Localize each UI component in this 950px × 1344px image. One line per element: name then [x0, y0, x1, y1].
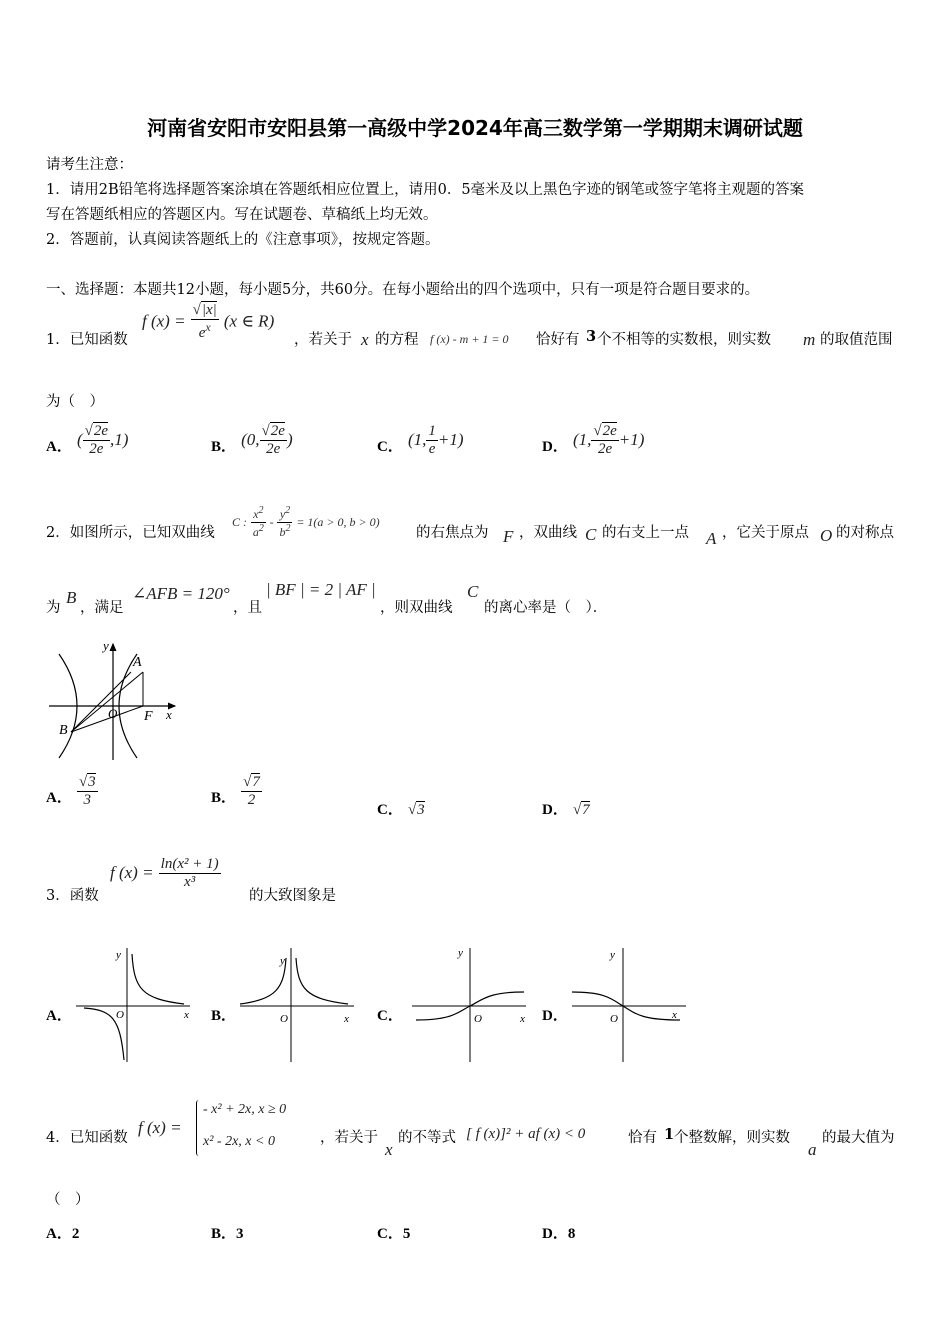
svg-text:x: x: [184, 1009, 189, 1021]
q2-text-9: ，且: [233, 600, 262, 616]
q2-var-f: F: [503, 527, 514, 546]
svg-text:x: x: [672, 1009, 677, 1021]
q1-f-numerator: |x|: [201, 302, 217, 318]
svg-text:x: x: [520, 1013, 525, 1025]
fig-label-o: O: [108, 706, 118, 721]
q2-var-b: B: [66, 588, 77, 607]
q2-text-2: 的右焦点为: [416, 525, 489, 541]
q4-number: 4．已知函数: [46, 1130, 128, 1146]
q2-var-a: A: [706, 529, 717, 548]
q2-hyperbola-equation: C : $\frac{x^2}{a^2}$ - $\frac{y^2}{b^2}$ = 1(a > 0, b > 0): [232, 505, 380, 539]
notice-heading: 请考生注意：: [46, 157, 133, 173]
q4-text-4: 恰有: [628, 1130, 657, 1146]
svg-text:x: x: [344, 1013, 349, 1025]
q2-option-d[interactable]: D． √7: [542, 802, 590, 818]
q4-var-x: x: [385, 1140, 393, 1159]
q2-number: 2．如图所示，已知双曲线: [46, 525, 215, 541]
q2-text-6: 的对称点: [836, 525, 894, 541]
q3-option-a-label[interactable]: A．: [46, 1008, 72, 1024]
q3-option-d-graph[interactable]: [568, 944, 693, 1064]
fig-label-b: B: [59, 723, 68, 738]
q3-number: 3．函数: [46, 888, 99, 904]
q2-text-7: 为: [46, 600, 61, 616]
q3-function-formula: f (x) = $\frac{\text{ln(x² + 1)}}{\text{x³}}$: [110, 856, 219, 890]
q2-option-b[interactable]: B． $\frac{√7}{2}$: [211, 774, 260, 808]
q1-f-domain: (x ∈ R): [223, 311, 275, 331]
q1-option-b[interactable]: B． (0, $\frac{√2e}{2e}$ ): [211, 423, 293, 457]
q4-text-5: 个整数解，则实数: [674, 1130, 790, 1146]
q1-var-m: m: [803, 330, 816, 349]
q3-option-b-graph[interactable]: [236, 944, 361, 1064]
q4-option-c[interactable]: C．5: [377, 1226, 411, 1242]
q1-equation: f (x) - m + 1 = 0: [430, 332, 509, 346]
q2-angle-condition: ∠AFB = 120°: [132, 584, 230, 603]
q2-text-10: ，则双曲线: [380, 600, 453, 616]
fig-label-f: F: [144, 709, 153, 724]
q1-text-3: 的方程: [375, 332, 419, 348]
segment-ab: [71, 672, 143, 732]
q4-inequality: [ f (x)]² + af (x) < 0: [466, 1126, 586, 1142]
svg-text:O: O: [116, 1009, 124, 1021]
q4-option-a[interactable]: A．2: [46, 1226, 80, 1242]
q4-f-lhs: f (x) =: [138, 1118, 182, 1137]
q2-var-c: C: [585, 525, 597, 544]
fig-label-a: A: [133, 655, 142, 670]
q4-solution-count: 1: [664, 1126, 675, 1143]
q3-option-a-graph[interactable]: [72, 944, 197, 1064]
q1-text-6: 的取值范围: [820, 332, 893, 348]
section-heading: 一、选择题：本题共12小题，每小题5分，共60分。在每小题给出的四个选项中，只有一项是符合题目要求的。: [46, 282, 760, 298]
q4-text-6: 的最大值为: [822, 1130, 895, 1146]
q2-text-8: ，满足: [80, 600, 124, 616]
q2-option-c[interactable]: C． √3: [377, 802, 425, 818]
q1-f-denominator: e: [198, 325, 206, 341]
q1-f-lhs: f (x) =: [142, 311, 186, 331]
svg-text:O: O: [610, 1013, 618, 1025]
q4-option-b[interactable]: B．3: [211, 1226, 244, 1242]
q1-option-a[interactable]: A． ( $\frac{√2e}{2e}$ ,1): [46, 423, 129, 457]
q2-var-c-2: C: [467, 582, 479, 601]
q1-f-den-exp: x: [205, 320, 211, 334]
svg-text:y: y: [116, 949, 121, 961]
q3-option-d-label[interactable]: D．: [542, 1008, 568, 1024]
q2-text-11: 的离心率是（ ）．: [484, 600, 608, 616]
q4-var-a: a: [808, 1140, 817, 1159]
fig-label-x: x: [166, 707, 172, 722]
q1-var-x: x: [361, 330, 369, 349]
q2-length-condition: | BF | = 2 | AF |: [266, 580, 376, 599]
q3-option-c-graph[interactable]: [408, 944, 533, 1064]
q1-text-7: 为（ ）: [46, 394, 104, 410]
q2-hyperbola-figure: [45, 638, 185, 763]
q1-function-formula: f (x) = $\frac{√|x|}{e^x}$ (x ∈ R): [142, 302, 275, 341]
q1-root-count: 3: [586, 328, 597, 345]
page-title: 河南省安阳市安阳县第一高级中学2024年高三数学第一学期期末调研试题: [147, 116, 803, 140]
q4-text-2: ，若关于: [320, 1130, 378, 1146]
segment-b-to-branch: [71, 672, 131, 732]
q1-text-5: 个不相等的实数根，则实数: [597, 332, 771, 348]
q3-option-c-label[interactable]: C．: [377, 1008, 403, 1024]
q3-text-2: 的大致图象是: [249, 888, 336, 904]
q4-case-2: x² - 2x, x < 0: [203, 1134, 275, 1149]
notice-line-2: 写在答题纸相应的答题区内。写在试题卷、草稿纸上均无效。: [46, 207, 438, 223]
fig-label-y: y: [103, 638, 109, 653]
q4-text-3: 的不等式: [398, 1130, 456, 1146]
q2-text-5: ，它关于原点: [722, 525, 809, 541]
q2-var-o: O: [820, 526, 833, 545]
svg-text:O: O: [474, 1013, 482, 1025]
q4-text-7: （ ）: [46, 1192, 90, 1208]
svg-text:y: y: [280, 955, 285, 967]
q1-option-c[interactable]: C． (1, $\frac{1}{e}$ +1): [377, 423, 464, 457]
notice-line-1: 1．请用2B铅笔将选择题答案涂填在答题纸相应位置上，请用0．5毫米及以上黑色字迹的钢笔或签字笔将主观题的答案: [46, 182, 805, 198]
q4-option-d[interactable]: D．8: [542, 1226, 576, 1242]
svg-text:O: O: [280, 1013, 288, 1025]
q3-option-b-label[interactable]: B．: [211, 1008, 237, 1024]
svg-text:y: y: [458, 947, 463, 959]
segment-bf: [71, 706, 143, 732]
q2-text-3: ，双曲线: [519, 525, 577, 541]
q2-option-a[interactable]: A． $\frac{√3}{3}$: [46, 774, 96, 808]
q1-text-2: ，若关于: [294, 332, 352, 348]
q4-case-1: - x² + 2x, x ≥ 0: [203, 1102, 287, 1117]
q1-number: 1．已知函数: [46, 332, 128, 348]
q4-brace: [196, 1100, 199, 1156]
notice-line-3: 2．答题前，认真阅读答题纸上的《注意事项》，按规定答题。: [46, 232, 440, 248]
q2-text-4: 的右支上一点: [602, 525, 689, 541]
q1-option-d[interactable]: D． (1, $\frac{√2e}{2e}$ +1): [542, 423, 645, 457]
svg-text:y: y: [610, 949, 615, 961]
q1-text-4: 恰好有: [536, 332, 580, 348]
